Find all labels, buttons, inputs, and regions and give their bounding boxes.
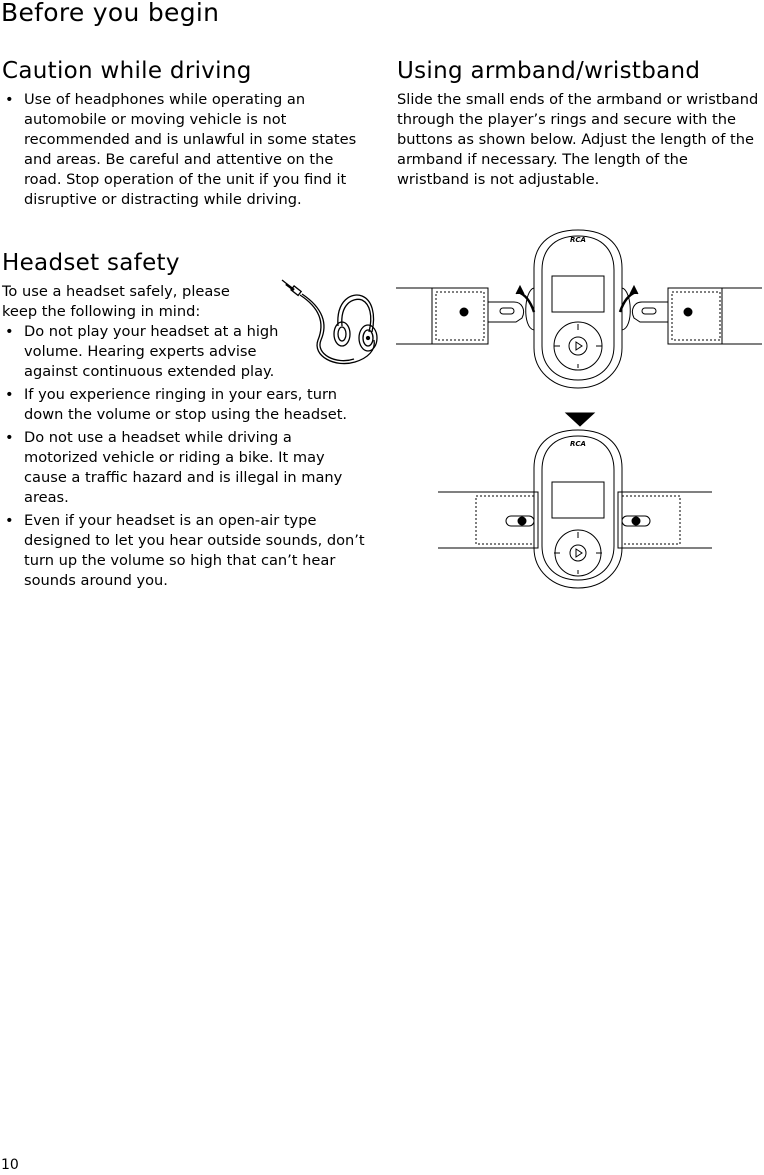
caution-section xyxy=(2,58,368,213)
armband-section xyxy=(397,58,763,190)
armband-text: Slide the small ends of the armband or wristband through the player’s rings and secure with the buttons as shown below. Adjust the length of the armband if necessary. The length of the wristband is not adjustable. xyxy=(397,91,759,188)
brand-logo-bottom: RCA xyxy=(570,440,586,448)
headset-item: • If you experience ringing in your ears, turn down the volume or stop using the headset. xyxy=(2,385,368,425)
headset-heading: Headset safety xyxy=(2,250,180,276)
caution-item: • Use of headphones while operating an automobile or moving vehicle is not recommended and is unlawful in some states and areas. Be careful and attentive on the road. Stop operation of the unit if you find it disruptive or distracting while driving. xyxy=(2,90,368,210)
headphones-illustration xyxy=(280,278,380,370)
armband-illustration xyxy=(396,228,762,608)
armband-heading: Using armband/wristband xyxy=(397,58,701,84)
page-title: Before you begin xyxy=(1,0,220,27)
page-number: 10 xyxy=(1,1157,19,1173)
headset-intro: To use a headset safely, please keep the following in mind: xyxy=(2,283,230,320)
caution-list xyxy=(2,90,368,210)
headset-item: • Even if your headset is an open-air type designed to let you hear outside sounds, don’t turn up the volume so high that can’t hear sounds around you. xyxy=(2,511,368,591)
brand-logo-top: RCA xyxy=(570,236,586,244)
headset-item: • Do not play your headset at a high volume. Hearing experts advise against continuous extended play. xyxy=(2,322,286,382)
headset-item: • Do not use a headset while driving a motorized vehicle or riding a bike. It may cause a traffic hazard and is illegal in many areas. xyxy=(2,428,368,508)
caution-heading: Caution while driving xyxy=(2,58,252,84)
